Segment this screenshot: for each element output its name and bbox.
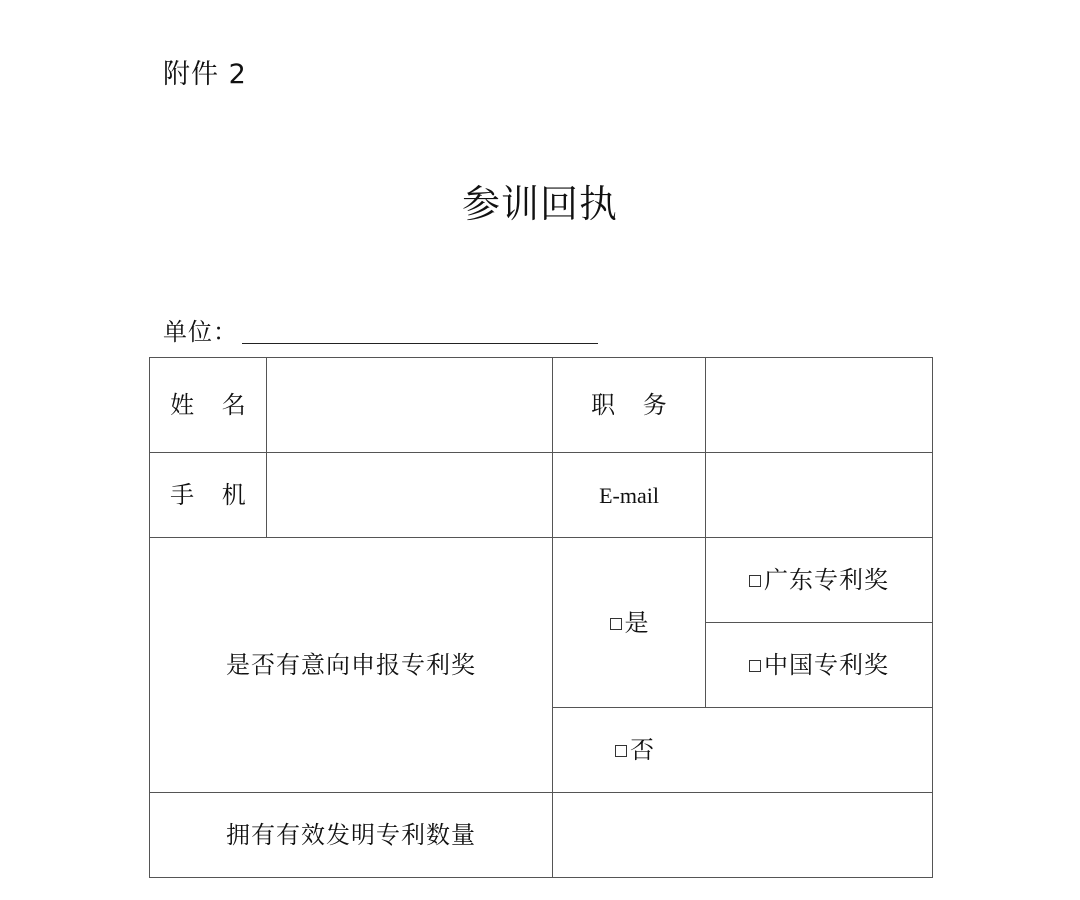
guangdong-label: 广东专利奖: [764, 566, 889, 594]
patent-count-label: 拥有有效发明专利数量: [226, 821, 476, 849]
name-label: 姓 名: [170, 391, 256, 419]
unit-input-line[interactable]: [242, 342, 598, 344]
page-title: 参训回执: [461, 182, 618, 226]
no-label: 否: [630, 736, 654, 764]
intent-label-cell: [150, 538, 553, 793]
email-label-cell: [553, 453, 706, 538]
table-row-intent-guangdong: [150, 538, 933, 623]
china-option-cell[interactable]: [706, 623, 933, 708]
china-label: 中国专利奖: [764, 651, 889, 679]
name-label-cell: [150, 358, 267, 453]
position-label-cell: [553, 358, 706, 453]
guangdong-checkbox[interactable]: [749, 575, 761, 587]
phone-input-cell[interactable]: [267, 453, 553, 538]
table-row-name: [150, 358, 933, 453]
table-row-phone: [150, 453, 933, 538]
email-label: E-mail: [599, 482, 659, 508]
name-input-cell[interactable]: [267, 358, 553, 453]
receipt-form-table: [149, 357, 933, 878]
yes-label: 是: [624, 608, 649, 637]
phone-label: 手 机: [170, 481, 256, 509]
phone-label-cell: [150, 453, 267, 538]
china-checkbox[interactable]: [749, 660, 761, 672]
attachment-label: 附件 2: [163, 59, 247, 90]
intent-label: 是否有意向申报专利奖: [226, 651, 476, 679]
position-input-cell[interactable]: [706, 358, 933, 453]
unit-label: 单位：: [163, 318, 238, 346]
guangdong-option-cell[interactable]: [706, 538, 933, 623]
yes-checkbox[interactable]: [610, 618, 622, 630]
position-label: 职 务: [591, 391, 677, 419]
table-row-patent-count: [150, 793, 933, 878]
unit-row: [163, 315, 598, 347]
no-checkbox[interactable]: [615, 745, 627, 757]
patent-count-input-cell[interactable]: [553, 793, 933, 878]
no-option-cell[interactable]: [553, 708, 933, 793]
patent-count-label-cell: [150, 793, 553, 878]
email-input-cell[interactable]: [706, 453, 933, 538]
yes-option-cell[interactable]: [553, 538, 706, 708]
